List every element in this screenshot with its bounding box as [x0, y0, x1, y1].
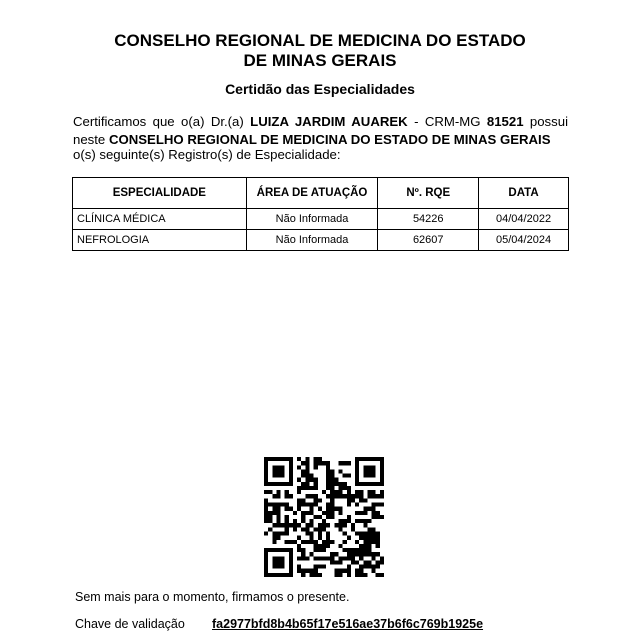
table-row	[73, 209, 569, 230]
table-header-row	[73, 178, 569, 209]
qr-code-icon	[264, 457, 384, 577]
cell-data: 05/04/2024	[479, 230, 569, 251]
cell-area: Não Informada	[246, 230, 378, 251]
crm-prefix: - CRM-MG	[407, 114, 487, 129]
validation-key-value[interactable]: fa2977bfd8b4b65f17e516ae37b6f6c769b1925e	[212, 617, 484, 631]
validation-key-label: Chave de validação	[75, 617, 185, 631]
line2-prefix: neste	[73, 132, 109, 147]
specialties-table	[72, 177, 569, 251]
cell-data: 04/04/2022	[479, 209, 569, 230]
cell-especialidade: NEFROLOGIA	[73, 230, 247, 251]
header-data: DATA	[479, 178, 569, 209]
intro-suffix: possui	[523, 114, 569, 129]
document-title-line1: CONSELHO REGIONAL DE MEDICINA DO ESTADO	[114, 31, 526, 50]
closing-statement: Sem mais para o momento, firmamos o presente.	[75, 590, 350, 604]
cell-rqe: 54226	[378, 209, 479, 230]
header-area-atuacao: ÁREA DE ATUAÇÃO	[246, 178, 378, 209]
cell-area: Não Informada	[246, 209, 378, 230]
intro-prefix: Certificamos que o(a) Dr.(a)	[73, 114, 251, 129]
cell-rqe: 62607	[378, 230, 479, 251]
cell-especialidade: CLÍNICA MÉDICA	[73, 209, 247, 230]
header-rqe: Nº. RQE	[378, 178, 479, 209]
doctor-name: LUIZA JARDIM AUAREK	[250, 114, 408, 129]
table-row	[73, 230, 569, 251]
document-title-line2: DE MINAS GERAIS	[243, 51, 397, 70]
document-subtitle: Certidão das Especialidades	[225, 81, 415, 97]
council-name: CONSELHO REGIONAL DE MEDICINA DO ESTADO DE MINAS GERAIS	[108, 132, 551, 147]
crm-number: 81521	[486, 114, 524, 129]
header-especialidade: ESPECIALIDADE	[73, 178, 247, 209]
certification-line-3: o(s) seguinte(s) Registro(s) de Especialidade:	[73, 147, 341, 162]
certification-line-1	[73, 113, 568, 131]
